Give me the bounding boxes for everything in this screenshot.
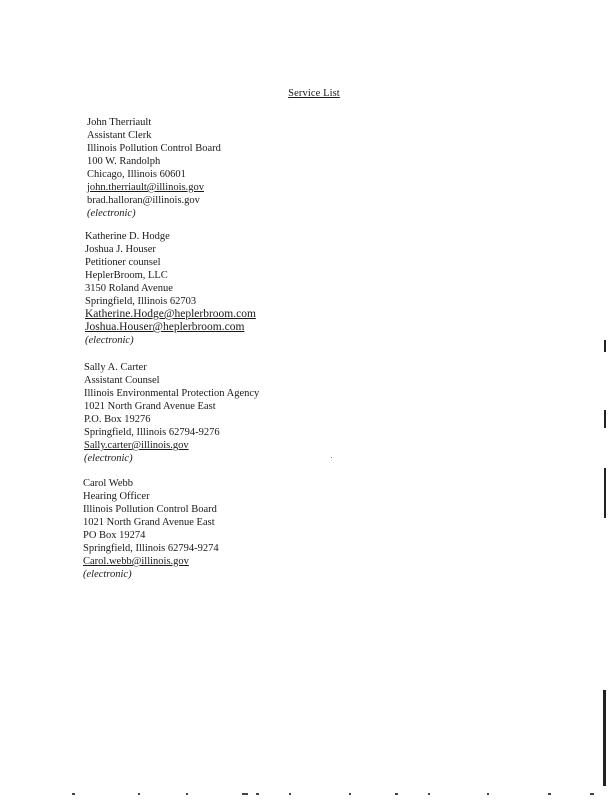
entry-name: Joshua J. Houser: [85, 244, 156, 255]
page-title: Service List: [288, 88, 340, 99]
delivery-note: (electronic): [84, 453, 133, 464]
email-text: brad.halloran@illinois.gov: [87, 195, 200, 206]
entry-organization: Illinois Pollution Control Board: [83, 504, 217, 515]
service-entry: [85, 230, 345, 347]
entry-organization: Illinois Environmental Protection Agency: [84, 388, 260, 399]
scan-speck: [242, 793, 248, 795]
scan-speck: [428, 793, 430, 795]
scan-speck: [487, 793, 489, 795]
entry-organization: Illinois Pollution Control Board: [87, 143, 221, 154]
delivery-note: (electronic): [85, 335, 134, 346]
scan-speck: [395, 793, 398, 795]
entry-po-box: P.O. Box 19276: [84, 414, 151, 425]
service-entry: [84, 361, 344, 465]
entry-address: 100 W. Randolph: [87, 156, 161, 167]
entry-po-box: PO Box 19274: [83, 530, 146, 541]
service-entry: [87, 116, 347, 220]
entry-city: Springfield, Illinois 62703: [85, 296, 197, 307]
service-entry: [83, 477, 343, 581]
entry-name: Sally A. Carter: [84, 362, 147, 373]
entry-city: Springfield, Illinois 62794-9276: [84, 427, 220, 438]
scan-edge-mark: [604, 410, 606, 428]
entry-address: 1021 North Grand Avenue East: [83, 517, 215, 528]
scan-speck: [72, 793, 75, 795]
entry-title: Hearing Officer: [83, 491, 150, 502]
entry-city: Chicago, Illinois 60601: [87, 169, 186, 180]
email-link[interactable]: Carol.webb@illinois.gov: [83, 556, 189, 567]
entry-title: Assistant Clerk: [87, 130, 152, 141]
email-link[interactable]: Sally.carter@illinois.gov: [84, 440, 189, 451]
entry-name: John Therriault: [87, 117, 152, 128]
scan-speck: [289, 793, 291, 795]
email-link[interactable]: Joshua.Houser@heplerbroom.com: [85, 321, 245, 333]
scan-speck: [590, 793, 594, 795]
scan-edge-mark: [603, 690, 606, 786]
entry-title: Assistant Counsel: [84, 375, 160, 386]
entry-city: Springfield, Illinois 62794-9274: [83, 543, 219, 554]
scan-speck: [548, 793, 551, 795]
scan-speck: [256, 793, 259, 795]
delivery-note: (electronic): [83, 569, 132, 580]
scan-edge-mark: [604, 340, 606, 352]
entry-name: Carol Webb: [83, 478, 133, 489]
delivery-note: (electronic): [87, 208, 136, 219]
entry-address: 3150 Roland Avenue: [85, 283, 173, 294]
scan-edge-mark: [604, 468, 606, 518]
email-link[interactable]: Katherine.Hodge@heplerbroom.com: [85, 308, 256, 320]
scan-speck: [138, 793, 140, 795]
scan-speck: [331, 457, 332, 458]
entry-name: Katherine D. Hodge: [85, 231, 170, 242]
entry-address: 1021 North Grand Avenue East: [84, 401, 216, 412]
entry-title: Petitioner counsel: [85, 257, 161, 268]
scan-speck: [186, 793, 188, 795]
entry-organization: HeplerBroom, LLC: [85, 270, 168, 281]
email-link[interactable]: john.therriault@illinois.gov: [87, 182, 204, 193]
scan-speck: [349, 793, 351, 795]
